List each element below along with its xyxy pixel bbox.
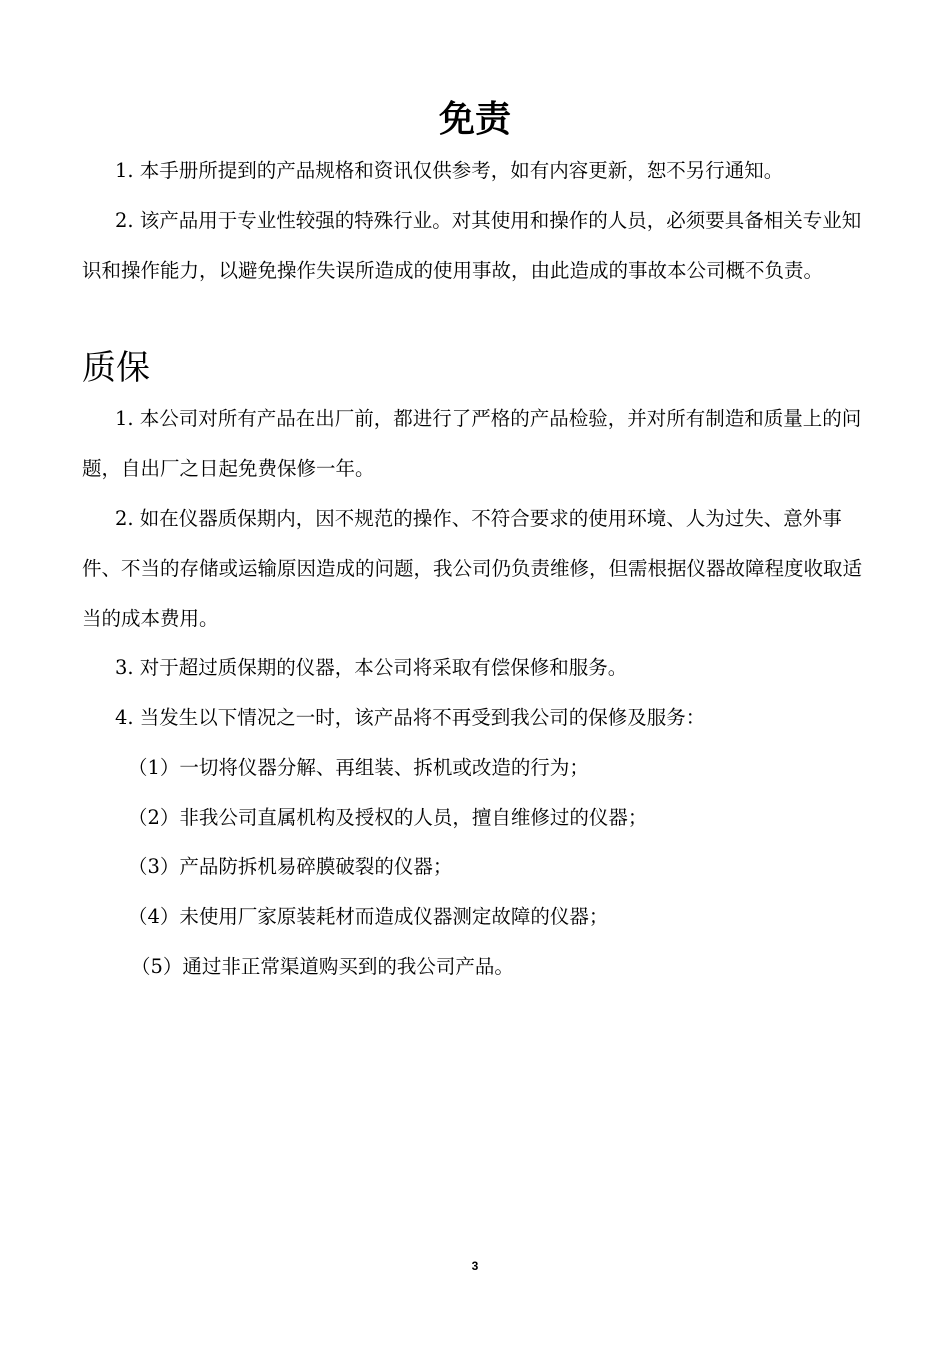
warranty-item-2-text: 2. 如在仪器质保期内，因不规范的操作、不符合要求的使用环境、人为过失、意外事件、不当的存储或运输原因造成的问题，我公司仍负责维修，但需根据仪器故障程度收取适当的成本费用。	[82, 507, 863, 630]
disclaimer-item-1	[82, 146, 870, 196]
warranty-sub-item-3: （3）产品防拆机易碎膜破裂的仪器；	[128, 855, 453, 878]
disclaimer-item-2-text: 2. 该产品用于专业性较强的特殊行业。对其使用和操作的人员，必须要具备相关专业知识和操作能力，以避免操作失误所造成的使用事故，由此造成的事故本公司概不负责。	[82, 209, 862, 282]
disclaimer-item-1-text: 1. 本手册所提到的产品规格和资讯仅供参考，如有内容更新，恕不另行通知。	[115, 159, 784, 182]
disclaimer-item-2	[82, 196, 870, 296]
warranty-title: 质保	[82, 348, 150, 388]
page-number: 3	[471, 1259, 479, 1273]
warranty-item-1	[82, 394, 870, 494]
warranty-item-2	[82, 494, 870, 644]
warranty-sub-item-5: （5）通过非正常渠道购买到的我公司产品。	[131, 955, 514, 978]
warranty-sub-item-1: （1）一切将仪器分解、再组装、拆机或改造的行为；	[128, 756, 589, 779]
warranty-item-1-text: 1. 本公司对所有产品在出厂前，都进行了严格的产品检验，并对所有制造和质量上的问题，自出厂之日起免费保修一年。	[82, 407, 862, 480]
warranty-sub-item-2: （2）非我公司直属机构及授权的人员，擅自维修过的仪器；	[128, 806, 648, 829]
warranty-item-3-text: 3. 对于超过质保期的仪器，本公司将采取有偿保修和服务。	[115, 656, 628, 679]
warranty-item-4-text: 4. 当发生以下情况之一时，该产品将不再受到我公司的保修及服务：	[115, 706, 706, 729]
warranty-sub-item-4: （4）未使用厂家原装耗材而造成仪器测定故障的仪器；	[128, 905, 609, 928]
warranty-item-3	[82, 643, 870, 693]
warranty-item-4	[82, 693, 870, 743]
disclaimer-title: 免责	[438, 99, 511, 140]
